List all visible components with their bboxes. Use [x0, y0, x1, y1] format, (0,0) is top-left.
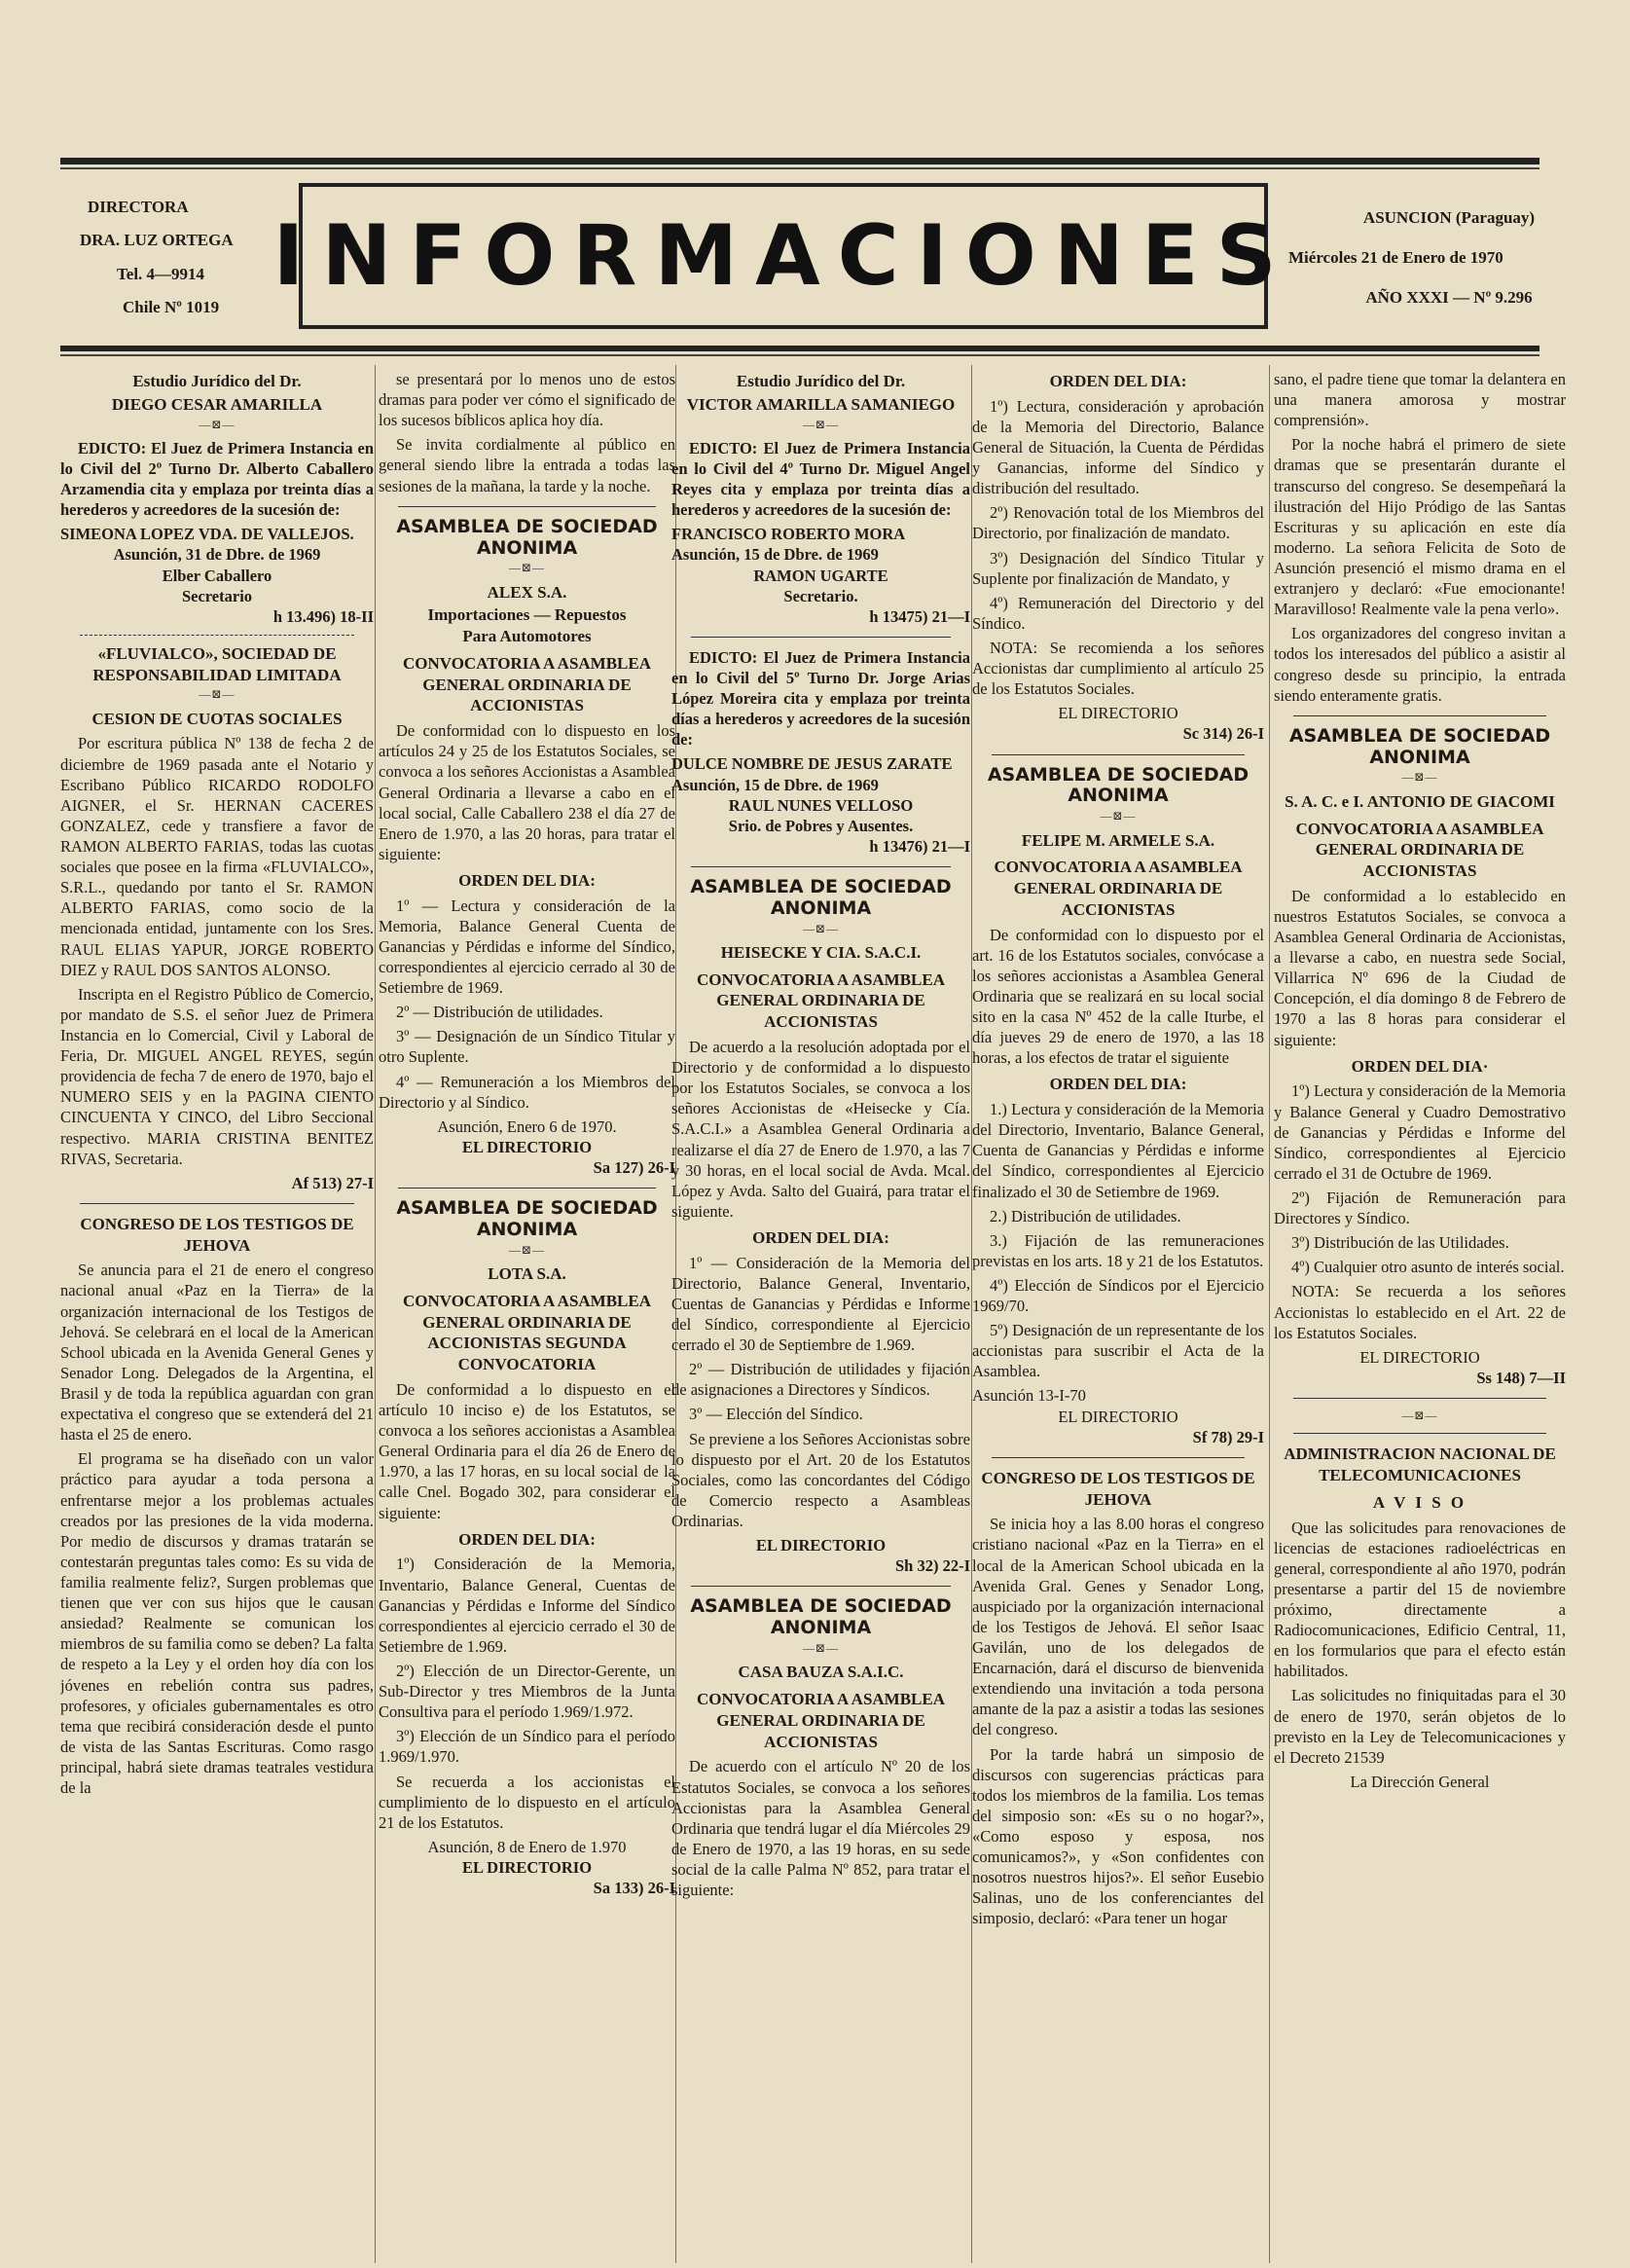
masthead-right: [1288, 204, 1610, 325]
ornament: —⊠—: [802, 921, 840, 935]
orden-item: 4º — Remuneración a los Miembros del Directorio y al Síndico.: [379, 1072, 675, 1112]
signature: Elber Caballero: [162, 566, 272, 585]
convocatoria-title: CONVOCATORIA A ASAMBLEA GENERAL ORDINARIA DE ACCIONISTAS SEGUNDA CONVOCATORIA: [402, 1291, 652, 1374]
company-name: LOTA S.A.: [488, 1264, 566, 1284]
signature: EL DIRECTORIO: [461, 1137, 593, 1156]
notice-note: NOTA: Se recuerda a los señores Accionistas lo establecido en el Art. 22 de los Estatutos Sociales.: [1274, 1282, 1566, 1342]
convocatoria-title: CONVOCATORIA A ASAMBLEA GENERAL ORDINARIA DE ACCIONISTAS: [696, 969, 946, 1032]
masthead-director-name: DRA. LUZ ORTEGA: [80, 231, 234, 250]
notice-heading: Estudio Jurídico del Dr.: [736, 372, 906, 390]
notice-date: Asunción 13-I-70: [972, 1386, 1086, 1406]
notice-paragraph: Las solicitudes no finiquitadas para el 30 de enero de 1970, serán objetos de lo previsto en la Ley de Telecomunicaciones y el Decreto 21539: [1274, 1686, 1566, 1767]
signature-title: Srio. de Pobres y Ausentes.: [728, 816, 914, 835]
masthead-date: Miércoles 21 de Enero de 1970: [1288, 248, 1503, 268]
notice-date: Asunción, 31 de Dbre. de 1969: [113, 545, 321, 565]
signature: RAMON UGARTE: [753, 566, 888, 585]
top-rule-thin: [60, 167, 1539, 169]
notice-ref: Sh 32) 22-I: [894, 1556, 970, 1576]
article-heading: CONGRESO DE LOS TESTIGOS DE JEHOVA: [80, 1214, 354, 1255]
notice-ref: Sa 133) 26-I: [593, 1879, 675, 1898]
separator: [691, 637, 951, 638]
article-paragraph: Se anuncia para el 21 de enero el congreso nacional anual «Paz en la Tierra» de la organización internacional de los Testigos de Jehová. Se celebrará en el local de la American School ubicada en la Avenida General Genes y Senador Long. Delegados de la Argentina, el Brasil y de toda la república aguardan con gran expectativa el congreso que se extenderá del 21 hasta el 25 de enero.: [60, 1261, 374, 1445]
orden-item: 4º) Elección de Síndicos por el Ejercicio 1969/70.: [972, 1275, 1264, 1316]
article-heading: CONGRESO DE LOS TESTIGOS DE JEHOVA: [981, 1468, 1255, 1509]
orden-item: 1.) Lectura y consideración de la Memoria del Directorio, Inventario, Balance General, Cuenta de Ganancias y Pérdidas e informe del Síndico, correspondientes al Ejercicio finalizado el 30 de Setiembre de 1969.: [972, 1100, 1264, 1201]
notice-paragraph: Se recuerda a los accionistas el cumplimiento de lo dispuesto en el artículo 21 de los Estatutos.: [379, 1772, 675, 1832]
masthead-director-label: DIRECTORA: [88, 198, 189, 216]
notice-kicker: ASAMBLEA DE SOCIEDAD ANONIMA: [396, 1197, 658, 1240]
notice-date: Asunción, 15 de Dbre. de 1969: [671, 775, 879, 794]
signature: RAUL NUNES VELLOSO: [728, 795, 914, 815]
notice-ref: h 13.496) 18-II: [272, 606, 374, 626]
notice-paragraph: De conformidad a lo establecido en nuestros Estatutos Sociales, se convoca a Asamblea General Ordinaria de Accionistas, a llevarse a cabo, en nuestra sede Social, Villarrica Nº 696 de la Ciudad de Concepción, el día domingo 8 de Febrero de 1970 a las 8 horas para considerar el siguiente:: [1274, 886, 1566, 1049]
ornament: —⊠—: [1100, 809, 1137, 823]
separator: [691, 1586, 951, 1587]
company-line: Para Automotores: [462, 627, 592, 646]
notice-heading: DIEGO CESAR AMARILLA: [111, 394, 323, 414]
newspaper-page: [60, 146, 1566, 2258]
notice-subheading: CESION DE CUOTAS SOCIALES: [91, 709, 343, 728]
signature: EL DIRECTORIO: [461, 1857, 593, 1877]
orden-heading: ORDEN DEL DIA:: [458, 870, 596, 890]
convocatoria-title: CONVOCATORIA A ASAMBLEA GENERAL ORDINARIA DE ACCIONISTAS: [402, 653, 652, 715]
orden-heading: ORDEN DEL DIA:: [752, 1227, 889, 1247]
aviso-heading: A V I S O: [1372, 1492, 1467, 1512]
column-1: [60, 365, 374, 2263]
notice-heading: ADMINISTRACION NACIONAL DE TELECOMUNICACIONES: [1284, 1445, 1556, 1485]
notice-kicker: ASAMBLEA DE SOCIEDAD ANONIMA: [396, 515, 658, 559]
notice-ref: Sc 314) 26-I: [1182, 724, 1264, 744]
ornament: —⊠—: [1401, 770, 1438, 785]
notice-heading: «FLUVIALCO», SOCIEDAD DE RESPONSABILIDAD LIMITADA: [92, 643, 342, 684]
orden-heading: ORDEN DEL DIA:: [1049, 372, 1187, 390]
orden-item: 3º) Distribución de las Utilidades.: [1291, 1233, 1509, 1253]
ornament: —⊠—: [802, 417, 840, 431]
ornament: —⊠—: [508, 1242, 546, 1257]
orden-item: 3º) Designación del Síndico Titular y Suplente por finalización de Mandato, y: [972, 548, 1264, 588]
article-paragraph: Se invita cordialmente al público en general siendo libre la entrada a todas las sesiones de la mañana, la tarde y la noche.: [379, 435, 675, 495]
orden-item: 1º) Lectura, consideración y aprobación de la Memoria del Directorio, Balance General de Situación, la Cuenta de Pérdidas y Ganancias, informe del Síndico y distribución del resultado.: [972, 396, 1264, 498]
orden-item: 2.) Distribución de utilidades.: [990, 1206, 1181, 1225]
orden-item: 1º) Lectura y consideración de la Memoria y Balance General y Cuadro Demostrativo de Ganancias y Pérdidas e Informe del Síndico, correspondientes al Ejercicio cerrado el 31 de Octubre de 1969.: [1274, 1081, 1566, 1183]
orden-item: 3º) Elección de un Síndico para el período 1.969/1.970.: [379, 1727, 675, 1767]
signature: EL DIRECTORIO: [755, 1536, 887, 1555]
ornament: —⊠—: [199, 687, 235, 702]
convocatoria-title: CONVOCATORIA A ASAMBLEA GENERAL ORDINARIA DE ACCIONISTAS: [696, 1690, 946, 1751]
orden-item: 1º — Consideración de la Memoria del Directorio, Balance General, Inventario, Cuentas de Ganancias y Pérdidas e Informe del Síndico, correspondiente al Ejercicio cerrado el 30 de Septiembre de 1.969.: [671, 1253, 970, 1355]
orden-item: 3.) Fijación de las remuneraciones previstas en los arts. 18 y 21 de los Estatutos.: [972, 1230, 1264, 1270]
notice-ref: h 13475) 21—I: [869, 606, 970, 626]
orden-item: 2º — Distribución de utilidades y fijación de asignaciones a Directores y Síndicos.: [671, 1360, 970, 1400]
signature: La Dirección General: [1350, 1772, 1490, 1791]
company-name: CASA BAUZA S.A.I.C.: [738, 1663, 904, 1682]
notice-paragraph: De conformidad a lo dispuesto en el artículo 10 inciso e) de los Estatutos, se convoca a los señores accionistas a Asamblea General Ordinaria para el día 26 de Enero de 1.970, a las 17 horas, en su local social de la calle Cnel. Bogado 302, para considerar el siguiente:: [379, 1379, 675, 1522]
separator: [992, 754, 1245, 755]
orden-item: 3º — Elección del Síndico.: [689, 1405, 863, 1424]
edicto-text: EDICTO: El Juez de Primera Instancia en lo Civil del 4º Turno Dr. Miguel Angel Reyes cita y emplaza por treinta días a herederos y acreedores de la sucesión de:: [671, 438, 970, 520]
signature: EL DIRECTORIO: [1359, 1347, 1480, 1367]
notice-paragraph: De conformidad con lo dispuesto en los artículos 24 y 25 de los Estatutos Sociales, se convoca a los señores Accionistas a Asamblea General Ordinaria a llevarse a cabo en el local social, Calle Caballero 238 el día 27 de Enero de 1.970, a las 20 horas, para tratar el siguiente:: [379, 721, 675, 863]
notice-date: Asunción, 8 de Enero de 1.970: [427, 1837, 627, 1856]
signature-title: Secretario.: [783, 586, 858, 605]
notice-ref: Ss 148) 7—II: [1476, 1368, 1566, 1387]
company-line: Importaciones — Repuestos: [427, 605, 627, 625]
orden-item: 3º — Designación de un Síndico Titular y otro Suplente.: [379, 1027, 675, 1067]
decedent-name: SIMEONA LOPEZ VDA. DE VALLEJOS.: [60, 525, 354, 544]
separator: [691, 866, 951, 867]
orden-item: 2º) Fijación de Remuneración para Directores y Síndico.: [1274, 1188, 1566, 1228]
column-3: [671, 365, 970, 2263]
convocatoria-title: CONVOCATORIA A ASAMBLEA GENERAL ORDINARIA DE ACCIONISTAS: [1295, 819, 1544, 881]
notice-ref: Af 513) 27-I: [291, 1173, 374, 1192]
convocatoria-title: CONVOCATORIA A ASAMBLEA GENERAL ORDINARIA DE ACCIONISTAS: [994, 858, 1243, 919]
company-name: ALEX S.A.: [487, 582, 567, 602]
separator: [1293, 1433, 1546, 1434]
masthead: [60, 175, 1559, 341]
orden-item: 4º) Remuneración del Directorio y del Síndico.: [972, 593, 1264, 633]
orden-heading: ORDEN DEL DIA:: [458, 1529, 596, 1549]
separator: [992, 1457, 1245, 1458]
notice-note: NOTA: Se recomienda a los señores Accionistas dar cumplimiento al artículo 25 de los Estatutos Sociales.: [972, 638, 1264, 699]
ornament: —⊠—: [1401, 1408, 1438, 1422]
decedent-name: DULCE NOMBRE DE JESUS ZARATE: [671, 754, 953, 774]
masthead-phone: Tel. 4—9914: [117, 264, 205, 283]
notice-ref: h 13476) 21—I: [869, 836, 970, 856]
notice-paragraph: De acuerdo a la resolución adoptada por el Directorio y de conformidad a lo dispuesto por los Estatutos Sociales, se convoca a los señores Accionistas de «Heisecke y Cía. S.A.C.I.» a Asamblea General Ordinaria a realizarse el día 27 de Enero de 1.970, a las 7 y 30 horas, en el local social de Avda. Mcal. López y Avda. Salto del Guairá, para tratar el siguiente.: [671, 1037, 970, 1221]
notice-paragraph: De conformidad con lo dispuesto por el art. 16 de los Estatutos sociales, convócase a los señores accionistas a Asamblea General Ordinaria que se realizará en su local social sito en la casa Nº 452 de la calle Iturbe, el día jueves 29 de enero de 1970, a las 18 horas, a los efectos de tratar el siguiente: [972, 925, 1264, 1068]
orden-item: 1º — Lectura y consideración de la Memoria, Balance General Cuenta de Ganancias y Pérdidas e informe del Síndico, correspondientes al ejercicio cerrado al 30 de Setiembre de 1969.: [379, 896, 675, 998]
article-paragraph: Por la noche habrá el primero de siete dramas que se presentarán durante el transcurso del congreso. Se desempeñará la ilustración del Hijo Pródigo de las Santas Escrituras y su aplicación en este día moderno. La señora Felicita de Soto de Asunción presenció el mismo drama en el extranjero y declaró: «Fue emocionante! Maravilloso! Realmente vale la pena verlo».: [1274, 435, 1566, 619]
orden-item: 2º — Distribución de utilidades.: [396, 1003, 603, 1022]
ornament: —⊠—: [802, 1641, 840, 1656]
notice-ref: Sf 78) 29-I: [1192, 1427, 1264, 1446]
masthead-left: [80, 195, 304, 328]
decedent-name: FRANCISCO ROBERTO MORA: [671, 525, 906, 544]
orden-item: 2º) Renovación total de los Miembros del Directorio, por finalización de mandato.: [972, 503, 1264, 543]
notice-heading: VICTOR AMARILLA SAMANIEGO: [686, 394, 956, 414]
notice-date: Asunción, 15 de Dbre. de 1969: [671, 545, 879, 565]
masthead-city: ASUNCION (Paraguay): [1362, 208, 1536, 227]
top-rule: [60, 158, 1539, 165]
notice-paragraph: Que las solicitudes para renovaciones de licencias de estaciones radioeléctricas en general, correspondiente al año 1970, podrán presentarse a partir del 15 de noviembre próximo, directamente a Radiocomunicaciones, Edificio Central, 11, en los formularios que para el efecto están habilitados.: [1274, 1518, 1566, 1681]
orden-item: 5º) Designación de un representante de los accionistas para suscribir el Acta de la Asamblea.: [972, 1321, 1264, 1381]
article-paragraph: El programa se ha diseñado con un valor práctico para ayudar a toda persona a enfrentarse mejor a los problemas actuales creados por las presiones de la vida moderna. Por medio de discursos y dramas tratarán se contestarán preguntas tales como: Es su vida de familia realmente feliz?, Surgen problemas que tienen que ver con sus hijos que le causan ansiedad? Realmente se comunican los miembros de su familia como se deben? La falta de respeto a la Ley y el orden hoy día con los jóvenes en rebelión contra sus padres, profesores, y oficiales gubernamentales es otro tema que recibirá consideración desde el punto de vista de las Santas Escrituras. Como rasgo principal, habrá siete dramas teatrales vestidura de la: [60, 1449, 374, 1798]
column-5: [1274, 365, 1566, 2263]
separator: [1293, 1398, 1546, 1399]
article-paragraph: sano, el padre tiene que tomar la delantera en una manera amorosa y mostrar comprensión».: [1274, 370, 1566, 430]
notice-paragraph: De acuerdo con el artículo Nº 20 de los Estatutos Sociales, se convoca a los señores Accionistas para la Asamblea General Ordinaria que tendrá lugar el día Miércoles 29 de Enero de 1970, a las 19 horas, en su sede social de la calle Palma Nº 852, para tratar el siguiente:: [671, 1757, 970, 1900]
ornament: —⊠—: [199, 417, 235, 431]
notice-paragraph: Por escritura pública Nº 138 de fecha 2 de diciembre de 1969 pasada ante el Notario y Escribano Público RICARDO RODOLFO AIGNER, el Sr. HERNAN CACERES GONZALEZ, cede y transfiere a favor de RAMON ALBERTO FARIAS, todas las cuotas sociales que posee en la firma «FLUVIALCO», S.R.L., quedando por tanto el Sr. RAMON ALBERTO FARIAS, como socio de la mencionada entidad, juntamente con los Sres. RAUL ELIAS YAPUR, JORGE ROBERTO DIEZ y RAUL DOS SANTOS ALONSO.: [60, 734, 374, 979]
orden-item: 1º) Consideración de la Memoria, Inventario, Balance General, Cuentas de Ganancias y Pérdidas e Informe del Síndico correspondientes al ejercicio cerrado el 30 de Setiembre de 1.969.: [379, 1555, 675, 1656]
column-2: [379, 365, 675, 2263]
separator: [80, 635, 354, 636]
notice-ref: Sa 127) 26-I: [593, 1158, 675, 1178]
edicto-text: EDICTO: El Juez de Primera Instancia en lo Civil del 2º Turno Dr. Alberto Caballero Arzamendia cita y emplaza por treinta días a herederos y acreedores de la sucesión de:: [60, 438, 374, 520]
notice-kicker: ASAMBLEA DE SOCIEDAD ANONIMA: [1288, 724, 1551, 768]
separator: [80, 1203, 354, 1204]
notice-paragraph: Inscripta en el Registro Público de Comercio, por mandato de S.S. el señor Juez de Primera Instancia en lo Comercial, Civil y Laboral de Feria, Dr. MIGUEL ANGEL REYES, según providencia de fecha 7 de enero de 1970, bajo el NUMERO SEIS y en la PAGINA CIENTO CINCUENTA Y CINCO, del Libro Seccional respectivo. MARIA CRISTINA BENITEZ RIVAS, Secretaria.: [60, 984, 374, 1168]
bottom-rule: [60, 346, 1539, 351]
notice-date: Asunción, Enero 6 de 1970.: [437, 1116, 617, 1136]
orden-item: 2º) Elección de un Director-Gerente, un Sub-Director y tres Miembros de la Junta Consultiva para el período 1.969/1.972.: [379, 1662, 675, 1722]
column-4: [972, 365, 1264, 2263]
company-name: FELIPE M. ARMELE S.A.: [1021, 830, 1215, 850]
signature: EL DIRECTORIO: [1058, 1407, 1178, 1426]
columns: [60, 365, 1566, 2263]
separator: [398, 1188, 656, 1189]
article-paragraph: Por la tarde habrá un simposio de discursos con sugerencias prácticas para todos los miembros de la familia. Los temas del simposio son: «Es su o no hogar?», «Como esposo y esposa, nos comunicamos?», y «Son confidentes con nosotros nuestros hijos?». El señor Eusebio Salinas, uno de los conferenciantes del simposio, declaró: «Para tener un hogar: [972, 1744, 1264, 1928]
masthead-title-box: [272, 183, 1294, 329]
edicto-text: EDICTO: El Juez de Primera Instancia en lo Civil del 5º Turno Dr. Jorge Arias López Moreira cita y emplaza por treinta días a herederos y acreedores de la sucesión de:: [671, 647, 970, 750]
masthead-address: Chile Nº 1019: [123, 298, 220, 317]
separator: [398, 506, 656, 507]
notice-paragraph: Se previene a los Señores Accionistas sobre lo dispuesto por el Art. 20 de los Estatutos Sociales, como las concordantes del Código de Comercio respecto a Asambleas Ordinarias.: [671, 1429, 970, 1531]
notice-kicker: ASAMBLEA DE SOCIEDAD ANONIMA: [690, 1595, 952, 1639]
separator: [1293, 715, 1546, 716]
orden-item: 4º) Cualquier otro asunto de interés social.: [1291, 1258, 1565, 1277]
masthead-issue: AÑO XXXI — Nº 9.296: [1365, 288, 1533, 308]
ornament: —⊠—: [508, 561, 546, 575]
notice-kicker: ASAMBLEA DE SOCIEDAD ANONIMA: [987, 763, 1250, 807]
notice-kicker: ASAMBLEA DE SOCIEDAD ANONIMA: [690, 875, 952, 919]
signature: EL DIRECTORIO: [1058, 704, 1178, 723]
orden-heading: ORDEN DEL DIA·: [1351, 1056, 1489, 1076]
article-paragraph: se presentará por lo menos uno de estos dramas para poder ver cómo el significado de los sucesos bíblicos aplica hoy día.: [379, 370, 675, 430]
orden-heading: ORDEN DEL DIA:: [1049, 1075, 1187, 1094]
article-paragraph: Se inicia hoy a las 8.00 horas el congreso cristiano nacional «Paz en la Tierra» en el local de la American School ubicada en la Avenida Gral. Genes y Senador Long, auspiciado por la organización internacional de los Testigos de Jehová. El señor Isaac Gavilán, uno de los delegados de Encarnación, dará el discurso de bienvenida extendiendo una invitación a toda persona amante de la paz a asistir a todas las sesiones del congreso.: [972, 1515, 1264, 1739]
signature-title: Secretario: [181, 586, 253, 605]
notice-heading: Estudio Jurídico del Dr.: [132, 372, 302, 390]
article-paragraph: Los organizadores del congreso invitan a todos los interesados del público a asistir al congreso desde su principio, la entrada siendo enteramente gratis.: [1274, 624, 1566, 705]
company-name: S. A. C. e I. ANTONIO DE GIACOMI: [1285, 791, 1555, 811]
newspaper-title: INFORMACIONES: [272, 207, 1294, 305]
bottom-rule-thin: [60, 354, 1539, 356]
company-name: HEISECKE Y CIA. S.A.C.I.: [720, 942, 922, 962]
